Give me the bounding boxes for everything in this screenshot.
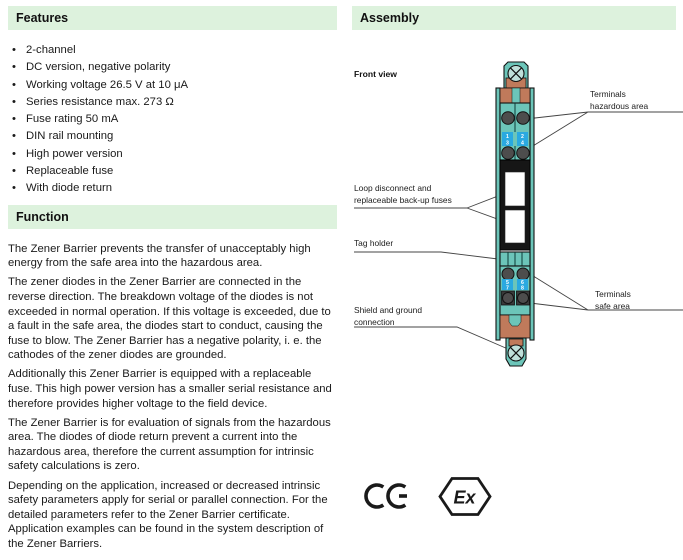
tag-holder <box>500 252 530 266</box>
terminals-safe-label: safe area <box>595 301 630 311</box>
feature-item: • Replaceable fuse <box>8 163 337 180</box>
zener-barrier-device <box>496 62 534 366</box>
shield-ground-label: connection <box>354 317 395 327</box>
terminals-safe-area <box>500 266 530 315</box>
feature-item: • DIN rail mounting <box>8 128 337 145</box>
terminal-number: 2 <box>521 134 524 140</box>
function-text <box>8 242 337 552</box>
feature-item: • 2-channel <box>8 42 337 59</box>
terminal-number: 4 <box>521 140 524 147</box>
front-view-label: Front view <box>354 69 397 79</box>
left-rail <box>496 88 500 340</box>
feature-item: • Series resistance max. 273 Ω <box>8 94 337 111</box>
ce-mark <box>366 485 407 507</box>
function-paragraph: The Zener Barrier is for evaluation of signals from the hazardous area. The diodes of diode return prevent a current into the hazardous area, therefore the current assumption for intrinsic safety calculations is zero. <box>8 416 331 473</box>
right-rail <box>530 88 534 340</box>
function-paragraph: Additionally this Zener Barrier is equipped with a replaceable fuse. This high power version has a smaller serial resistance and therefore provides higher voltage to the field device. <box>8 368 332 410</box>
loop-disconnect-label: Loop disconnect and <box>354 183 432 193</box>
fuse-window <box>505 210 525 243</box>
terminals-hazardous-label: Terminals <box>590 89 626 99</box>
features-header <box>8 6 337 30</box>
right-column <box>352 6 683 508</box>
shield-ground-connection <box>500 315 530 366</box>
feature-item: • DC version, negative polarity <box>8 59 337 76</box>
mounting-screw-top <box>504 62 528 88</box>
feature-item: • High power version <box>8 146 337 163</box>
function-paragraph: Depending on the application, increased or decreased intrinsic safety parameters apply for serial or parallel connection. For the detailed parameters refer to the Zener Barrier certificate. Application examples can be found in the system description of the Zener Barriers. <box>8 479 328 550</box>
terminal-number: 3 <box>506 140 509 147</box>
assembly-header <box>352 6 676 30</box>
terminal-number: 5 <box>506 280 509 286</box>
shield-ground-label: Shield and ground <box>354 305 422 315</box>
function-paragraph: The Zener Barrier prevents the transfer of unacceptably high energy from the safe area into the hazardous area. <box>8 242 311 270</box>
terminals-hazardous-area <box>500 103 530 160</box>
features-title: Features <box>16 11 69 25</box>
fuse-compartment <box>500 160 530 250</box>
terminal-number: 1 <box>506 134 509 140</box>
terminals-safe-label: Terminals <box>595 289 631 299</box>
function-title: Function <box>16 209 69 224</box>
left-column <box>8 6 337 556</box>
features-list <box>8 42 337 198</box>
terminal-number: 6 <box>521 280 524 286</box>
ex-mark-text: Ex <box>453 487 476 508</box>
feature-item: • Working voltage 26.5 V at 10 μA <box>8 77 337 94</box>
feature-item: • With diode return <box>8 180 337 197</box>
ex-mark <box>440 479 490 515</box>
tag-holder-label: Tag holder <box>354 238 394 248</box>
function-paragraph: The zener diodes in the Zener Barrier are connected in the reverse direction. The breakdown voltage of the diodes is not exceeded in normal operation. If this voltage is exceeded, due to a fault in the safe area, the diodes start to conduct, causing the fuse to blow. The Zener Barrier has a negative polarity, i. e. the cathodes of the zener diodes are grounded. <box>8 276 331 362</box>
terminal-number: 8 <box>521 285 524 292</box>
fuse-window <box>505 172 525 206</box>
loop-disconnect-label: replaceable back-up fuses <box>354 195 452 205</box>
function-header <box>8 205 337 229</box>
terminals-hazardous-label: hazardous area <box>590 101 649 111</box>
assembly-title: Assembly <box>360 11 420 25</box>
terminal-number: 7 <box>506 285 509 292</box>
feature-item: • Fuse rating 50 mA <box>8 111 337 128</box>
assembly-figure <box>352 60 683 560</box>
